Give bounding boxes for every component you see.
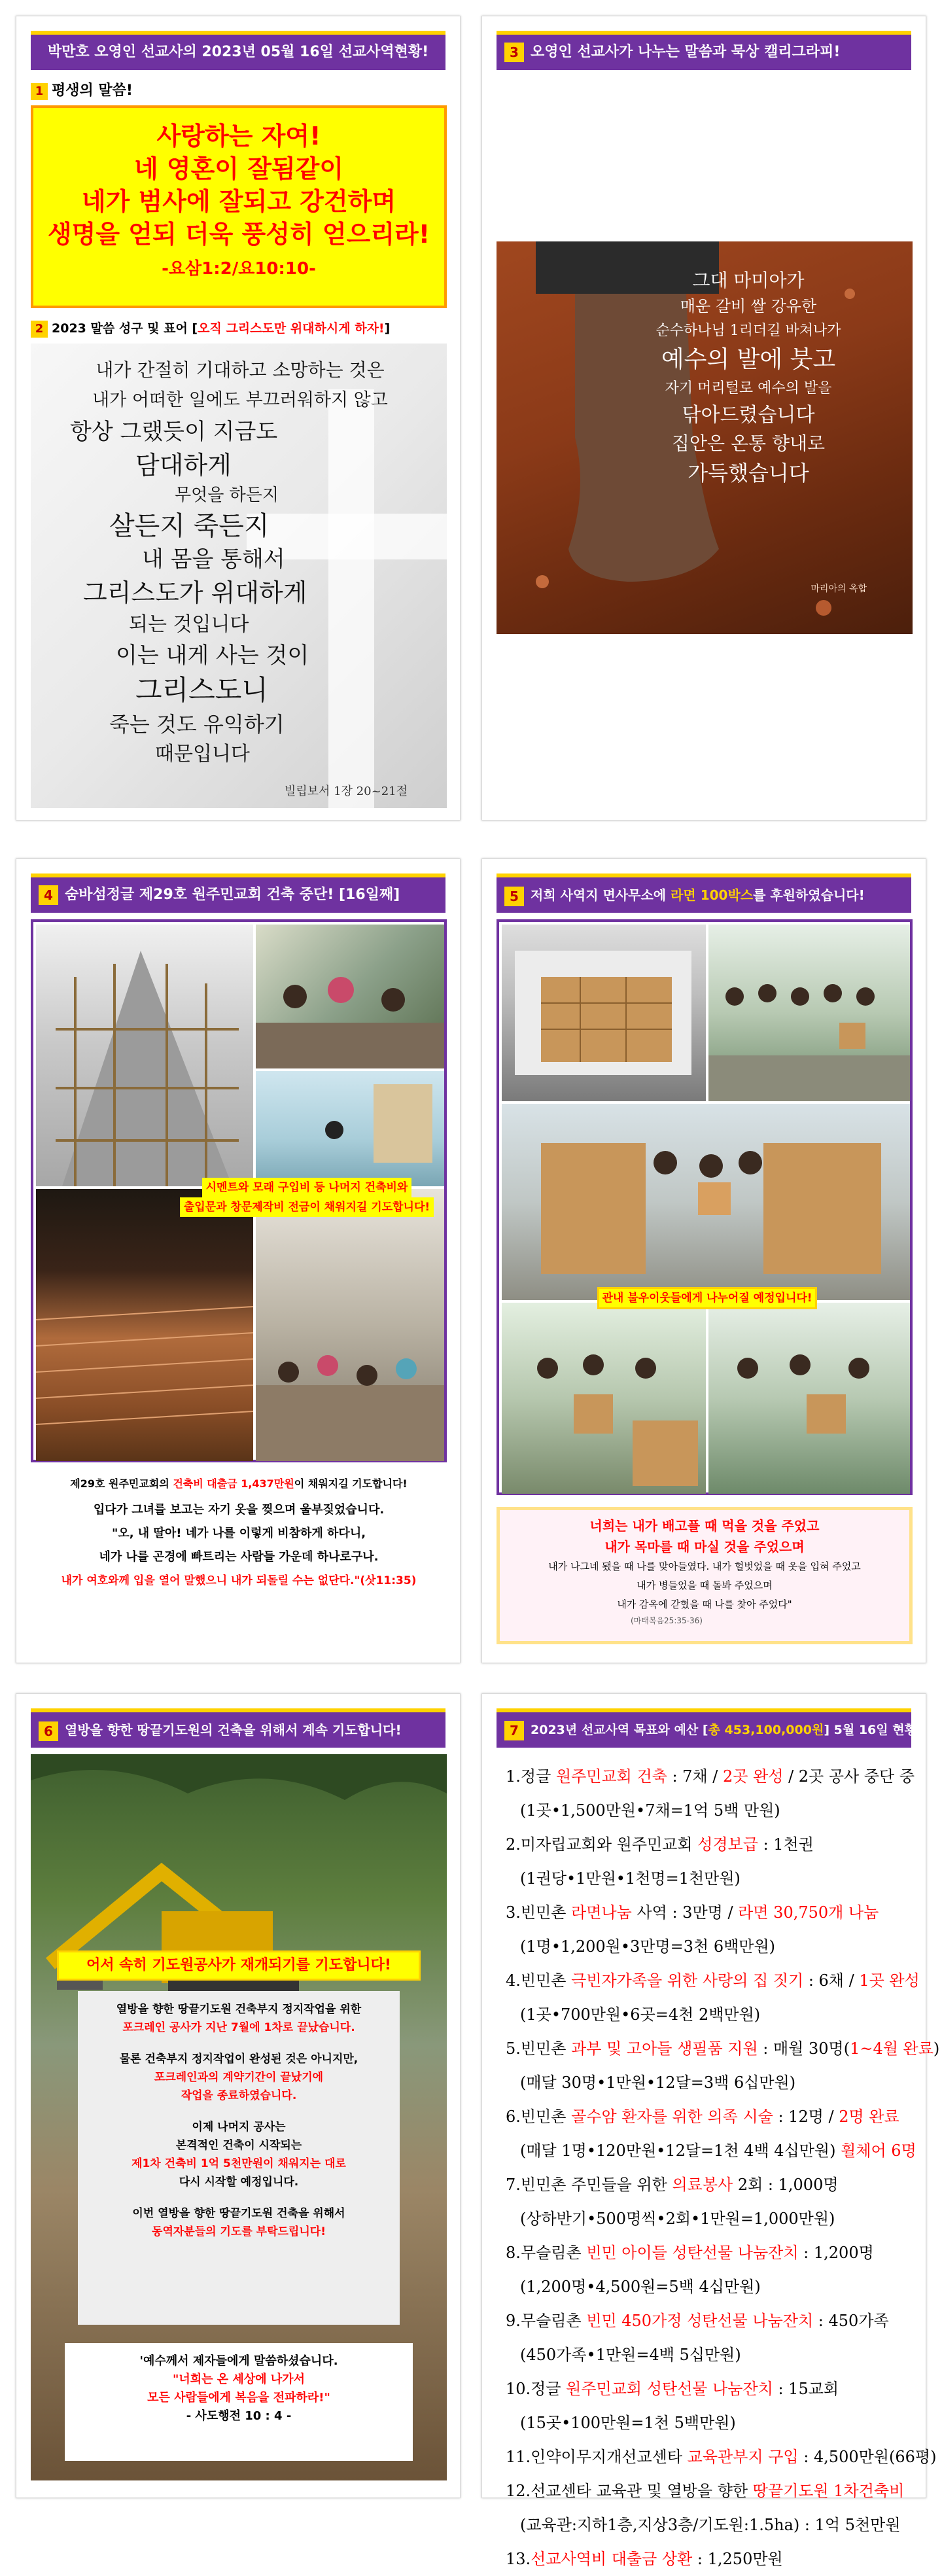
panel-title-highlight: 라면 100박스: [671, 887, 754, 903]
txt-red: 건축비 대출금 1,437만원: [173, 1477, 294, 1490]
scripture-line: 내가 나그네 됐을 때 나를 맞아들였다. 내가 헐벗었을 때 옷을 입혀 주었고: [548, 1561, 861, 1572]
budget-item: [506, 1964, 920, 1998]
worship-photo-2: [256, 1071, 444, 1186]
item-text: : 12명 /: [773, 2108, 839, 2126]
info-line: 이제 나머지 공사는: [192, 2121, 286, 2134]
calli-line: 닦아드렸습니다: [682, 404, 815, 427]
budget-item: [506, 1896, 913, 1930]
calli-line: 집안은 온통 향내로: [671, 432, 826, 454]
info-line: 열방을 향한 땅끝기도원 건축부지 정지작업을 위한: [116, 2003, 362, 2016]
scripture-line: 입다가 그녀를 보고는 자기 옷을 찢으며 울부짖었습니다.: [93, 1503, 385, 1517]
calli-line: 그대 마미아가: [692, 270, 805, 291]
section-number: 7: [504, 1721, 524, 1740]
item-text: 11.인약이무지개선교센타: [506, 2448, 688, 2466]
scripture-line: "오, 내 딸아! 네가 나를 이렇게 비참하게 하다니,: [111, 1526, 366, 1540]
calligraphy-reference: 빌립보서 1장 20~21절: [284, 785, 408, 798]
item-text: : 1,250만원: [692, 2550, 783, 2568]
info-line: 물론 건축부지 정지작업이 완성된 것은 아니지만,: [119, 2053, 358, 2066]
item-text: 2.미자립교회와 원주민교회: [506, 1835, 698, 1854]
calli-line: 되는 것입니다: [129, 613, 249, 636]
scripture-line: 모든 사람들에게 복음을 전파하라!": [147, 2391, 330, 2405]
calli-line: 그리스도가 위대하게: [83, 578, 307, 607]
info-line: 동역자분들의 기도를 부탁드립니다!: [152, 2225, 326, 2238]
panel-header: [497, 1708, 916, 1748]
item-text: (450가족•1만원=4백 5십만원): [520, 2346, 741, 2364]
callout-line: 출입문과 창문제작비 전금이 채워지길 기도합니다!: [180, 1197, 434, 1217]
photo-collage-frame: [497, 919, 913, 1495]
item-text: 원주민교회 성탄선물 나눔잔치: [566, 2380, 773, 2398]
budget-item: [506, 2100, 913, 2134]
panel-mission-status: [16, 16, 461, 820]
item-text: 극빈자가족을 위한 사랑의 집 짓기: [571, 1971, 804, 1990]
section-number: 5: [504, 887, 524, 906]
verse-line: 생명을 얻되 더욱 풍성히 얻으리라!: [47, 220, 430, 249]
scripture-line: 내가 감옥에 갇혔을 때 나를 찾아 주었다": [617, 1598, 792, 1610]
item-text: 1곳 완성: [859, 1971, 920, 1990]
budget-item-detail: [506, 2406, 913, 2440]
panel-header: [497, 31, 911, 70]
panel-title: 열방을 향한 땅끝기도원의 건축을 위해서 계속 기도합니다!: [65, 1722, 402, 1738]
panel-title: 저희 사역지 면사무소에: [531, 887, 671, 903]
room-drawing: [256, 1071, 444, 1186]
item-text: (매달 1명•120만원•12달=1천 4백 4십만원): [520, 2142, 841, 2160]
item-text: 2곳 완성: [722, 1767, 784, 1786]
budget-item-detail: [506, 2202, 913, 2236]
budget-item: [506, 2440, 937, 2474]
info-line: 포크레인과의 계약기간이 끝났기에: [154, 2071, 324, 2084]
item-text: 빈민 아이들 성탄선물 나눔잔치: [586, 2244, 799, 2262]
calli-line: 예수의 발에 붓고: [661, 346, 836, 373]
item-text: 원주민교회 건축: [555, 1767, 667, 1786]
budget-item-detail: [506, 2134, 916, 2168]
item-text: (1곳•700만원•6곳=4천 2백만원): [520, 2005, 761, 2024]
scripture-line: "너희는 온 세상에 나가서: [172, 2373, 305, 2386]
scripture-reference: (마태복음25:35-36): [631, 1616, 703, 1625]
planks-drawing: [36, 1189, 253, 1461]
item-text: 5.빈민촌: [506, 2039, 572, 2058]
calli-line: 가득했습니다: [688, 461, 809, 485]
handover-drawing-2: [708, 1303, 910, 1494]
panel-title-tail: ] 5월 16일 현황: [824, 1723, 916, 1737]
budget-item: [506, 2168, 913, 2202]
item-text: 땅끝기도원 1차건축비: [752, 2482, 905, 2500]
item-text: 사역 : 3만명 /: [631, 1903, 739, 1922]
item-text: : 4,500만원(66평): [798, 2448, 937, 2466]
van-drawing: [502, 925, 706, 1101]
budget-item-detail: [506, 2508, 913, 2542]
item-text: 9.무슬림촌: [506, 2312, 587, 2330]
info-line: 포크레인 공사가 지난 7월에 1차로 끝났습니다.: [122, 2021, 355, 2034]
item-text: : 1,200명: [798, 2244, 874, 2262]
item-text: (1,200명•4,500원=5백 4십만원): [520, 2278, 761, 2296]
distribution-callout: 관내 불우이웃들에게 나누어질 예정입니다!: [597, 1287, 817, 1309]
lumber-photo: [36, 1189, 253, 1461]
item-text: 라면 30,750개 나눔: [738, 1903, 879, 1922]
item-text: 과부 및 고아들 생필품 지원: [571, 2039, 758, 2058]
scripture-line: 내가 목마를 때 마실 것을 주었으며: [604, 1539, 805, 1555]
item-text: 의료봉사: [672, 2176, 733, 2194]
panel-header: [31, 1708, 445, 1748]
calli-line: 매운 갈비 쌀 강유한: [680, 297, 817, 315]
lifetime-verse-box: [31, 105, 447, 308]
item-text: (1곳•1,500만원•7채=1억 5백 만원): [520, 1801, 780, 1820]
section-number: 1: [31, 83, 48, 100]
item-text: 7.빈민촌 주민들을 위한: [506, 2176, 672, 2194]
worship-photo-1: [256, 925, 444, 1068]
panel-title-tail: 를 후원하였습니다!: [753, 887, 865, 903]
info-line: 작업을 종료하였습니다.: [181, 2089, 297, 2102]
panel-church-construction: [16, 858, 461, 1663]
van-loading-photo: [502, 925, 706, 1101]
panel-prayer-house: [16, 1693, 461, 2498]
callout-line: 시멘트와 모래 구입비 등 나머지 건축비와: [202, 1178, 412, 1197]
scaffold-drawing: [36, 925, 253, 1186]
calli-line: 항상 그랬듯이 지금도: [70, 419, 278, 445]
section-label-lifetime-verse: [31, 79, 133, 100]
panel-header: 박만호 오영인 선교사의 2023년 05월 16일 선교사역현황!: [31, 31, 445, 70]
calli-line: 순수하나님 1리더길 바쳐나가: [655, 323, 841, 339]
church-frame-photo: [36, 925, 253, 1186]
great-commission-box: [65, 2343, 413, 2461]
section-number: 2: [31, 321, 48, 338]
info-line: 제1차 건축비 1억 5천만원이 채워지는 대로: [131, 2157, 346, 2170]
officials-group-photo: [708, 925, 910, 1101]
item-text: 3.빈민촌: [506, 1903, 572, 1922]
calligraphy-signature: 마리아의 옥합: [811, 584, 867, 594]
item-text: 13.: [506, 2550, 531, 2568]
budget-item: [506, 1827, 913, 1861]
item-text: 2회 : 1,000명: [733, 2176, 839, 2194]
item-text: 선교사역비 대출금 상환: [531, 2550, 693, 2568]
calli-line: 죽는 것도 유익하기: [109, 712, 285, 737]
verse-line: 사랑하는 자여!: [156, 122, 321, 150]
worship-photo-3: [256, 1189, 444, 1461]
item-text: : 450가족: [813, 2312, 889, 2330]
section-number: 6: [39, 1721, 58, 1741]
scripture-line: '예수께서 제자들에게 말씀하셨습니다.: [139, 2354, 338, 2368]
prayer-house-info-box: [78, 1991, 400, 2325]
calligraphy-text: [595, 268, 902, 489]
verse-line: 네가 범사에 잘되고 강건하며: [81, 187, 396, 216]
item-text: (교육관:지하1층,지상3층/기도원:1.5ha) : 1억 5천만원: [520, 2516, 901, 2534]
budget-item-detail: [506, 2338, 913, 2372]
excavator-photo: [31, 1754, 447, 2480]
panel-title: 숨바섬정글 제29호 원주민교회 건축 중단! [16일째]: [65, 887, 400, 903]
calligraphy-cross-image: [31, 344, 447, 808]
scripture-line: 내가 병들었을 때 돌봐 주었으며: [637, 1579, 773, 1591]
barefoot-calligraphy-image: [497, 241, 913, 634]
item-text: 8.무슬림촌: [506, 2244, 587, 2262]
verse-reference: -요삼1:2/요10:10-: [162, 259, 316, 279]
calli-line: 담대하게: [135, 451, 232, 480]
item-text: 2명 완료: [839, 2108, 899, 2126]
item-text: 골수암 환자를 위한 의족 시술: [571, 2108, 773, 2126]
item-text: 성경보급: [697, 1835, 758, 1854]
budget-item: [506, 1759, 913, 1793]
calli-line: 그리스도니: [135, 674, 268, 706]
budget-item: [506, 2304, 913, 2338]
info-line: 이번 열방을 향한 땅끝기도원 건축을 위해서: [132, 2207, 345, 2220]
panel-title-highlight: 총 453,100,000원: [708, 1723, 824, 1737]
budget-item: [506, 2236, 913, 2270]
item-text: : 매월 30명(: [758, 2039, 850, 2058]
item-text: 6.빈민촌: [506, 2108, 572, 2126]
congregation-drawing: [256, 1189, 444, 1461]
section-number: 4: [39, 885, 58, 905]
calli-line: 살든지 죽든지: [109, 511, 270, 541]
motto-bracket: ]: [384, 321, 391, 336]
item-text: 10.정글: [506, 2380, 567, 2398]
item-text: ): [933, 2039, 940, 2058]
item-text: / 2곳 공사 중단 중: [783, 1767, 915, 1786]
section-number: 3: [504, 43, 524, 62]
panel-calligraphy-meditation: [481, 16, 926, 820]
budget-item-detail: [506, 1930, 913, 1964]
item-text: 12.선교센타 교육관 및 열방을 향한: [506, 2482, 753, 2500]
budget-item: [506, 2474, 913, 2508]
calli-line: 내 몸을 통해서: [142, 546, 285, 573]
info-line: 본격적인 건축이 시작되는: [175, 2139, 302, 2152]
budget-goal-list: [506, 1759, 940, 2576]
calli-line: 내가 간절히 기대하고 소망하는 것은: [96, 359, 385, 381]
budget-item-detail: [506, 1861, 913, 1896]
budget-item: [506, 2542, 913, 2576]
panel-ramen-donation: [481, 858, 926, 1663]
panel-title: 오영인 선교사가 나누는 말씀과 묵상 캘리그라피!: [531, 44, 841, 60]
item-text: : 7채 /: [667, 1767, 723, 1786]
photo-collage-frame: [31, 919, 447, 1462]
budget-item-detail: [506, 1793, 913, 1827]
panel-title: 2023년 선교사역 목표와 예산 [: [531, 1723, 708, 1737]
panel-header: [497, 873, 911, 913]
item-text: (1권당•1만원•1천명=1천만원): [520, 1869, 741, 1888]
budget-item: [506, 2032, 940, 2066]
loan-prayer-text: [31, 1474, 447, 1494]
motto-red: 오직 그리스도만 위대하시게 하자!: [198, 321, 385, 336]
item-text: : 6채 /: [803, 1971, 860, 1990]
scripture-line: 너희는 내가 배고플 때 먹을 것을 주었고: [589, 1518, 820, 1534]
section-label-2023-motto: [31, 319, 390, 338]
scripture-line: 내가 여호와께 입을 열어 말했으니 내가 되돌릴 수는 없단다."(삿11:35): [61, 1574, 417, 1587]
item-text: 휠체어 6명: [841, 2142, 916, 2160]
boxes-drawing: [502, 1104, 910, 1300]
calli-line: 내가 어떠한 일에도 부끄러워하지 않고: [92, 390, 388, 410]
calli-line: 무엇을 하든지: [175, 485, 279, 505]
handover-photo-2: [708, 1303, 910, 1494]
budget-item-detail: [506, 1998, 913, 2032]
budget-item: [506, 2372, 913, 2406]
txt-a: 제29호 원주민교회의: [70, 1477, 173, 1490]
calli-line: 이는 내게 사는 것이: [116, 643, 309, 669]
budget-item-detail: [506, 2270, 913, 2304]
calli-line: 때문입니다: [155, 743, 250, 766]
item-text: (매달 30명•1만원•12달=3백 6십만원): [520, 2073, 796, 2092]
panel-header: [31, 873, 445, 913]
handover-drawing: [502, 1303, 706, 1494]
item-text: (15곳•100만원=1천 5백만원): [520, 2414, 736, 2432]
txt-b: 이 채워지길 기도합니다!: [294, 1477, 408, 1490]
verse-line: 네 영혼이 잘됨같이: [133, 154, 344, 183]
item-text: : 1천권: [758, 1835, 814, 1854]
item-text: 1~4월 완료: [850, 2039, 933, 2058]
scripture-reference: - 사도행전 10 : 4 -: [186, 2409, 292, 2423]
calligraphy-text: [44, 355, 436, 769]
scripture-box: [497, 1507, 913, 1644]
prayer-house-callout: 어서 속히 기도원공사가 재개되기를 기도합니다!: [57, 1950, 421, 1981]
item-text: (1명•1,200원•3만명=3천 6백만원): [520, 1937, 776, 1956]
construction-prayer-callout: [173, 1176, 440, 1222]
item-text: (상하반기•500명씩•2회•1만원=1,000만원): [520, 2210, 835, 2228]
item-text: 라면나눔: [571, 1903, 632, 1922]
boxes-handover-photo: [502, 1104, 910, 1300]
calli-line: 자기 머리털로 예수의 발을: [665, 380, 832, 397]
group-drawing: [708, 925, 910, 1101]
item-text: 1.정글: [506, 1767, 556, 1786]
scripture-line: 네가 나를 곤경에 빠트리는 사람들 가운데 하나로구나.: [99, 1550, 379, 1564]
people-drawing: [256, 925, 444, 1068]
motto-label: 2023 말씀 성구 및 표어 [: [52, 321, 198, 336]
section-title: 평생의 말씀!: [52, 82, 133, 99]
panel-budget-goals: [481, 1693, 940, 2568]
item-text: 교육관부지 구입: [687, 2448, 799, 2466]
item-text: 빈민 450가정 성탄선물 나눔잔치: [586, 2312, 814, 2330]
info-line: 다시 시작할 예정입니다.: [179, 2176, 299, 2189]
budget-item-detail: [506, 2066, 913, 2100]
handover-photo-1: [502, 1303, 706, 1494]
item-text: 4.빈민촌: [506, 1971, 572, 1990]
item-text: : 15교회: [773, 2380, 839, 2398]
